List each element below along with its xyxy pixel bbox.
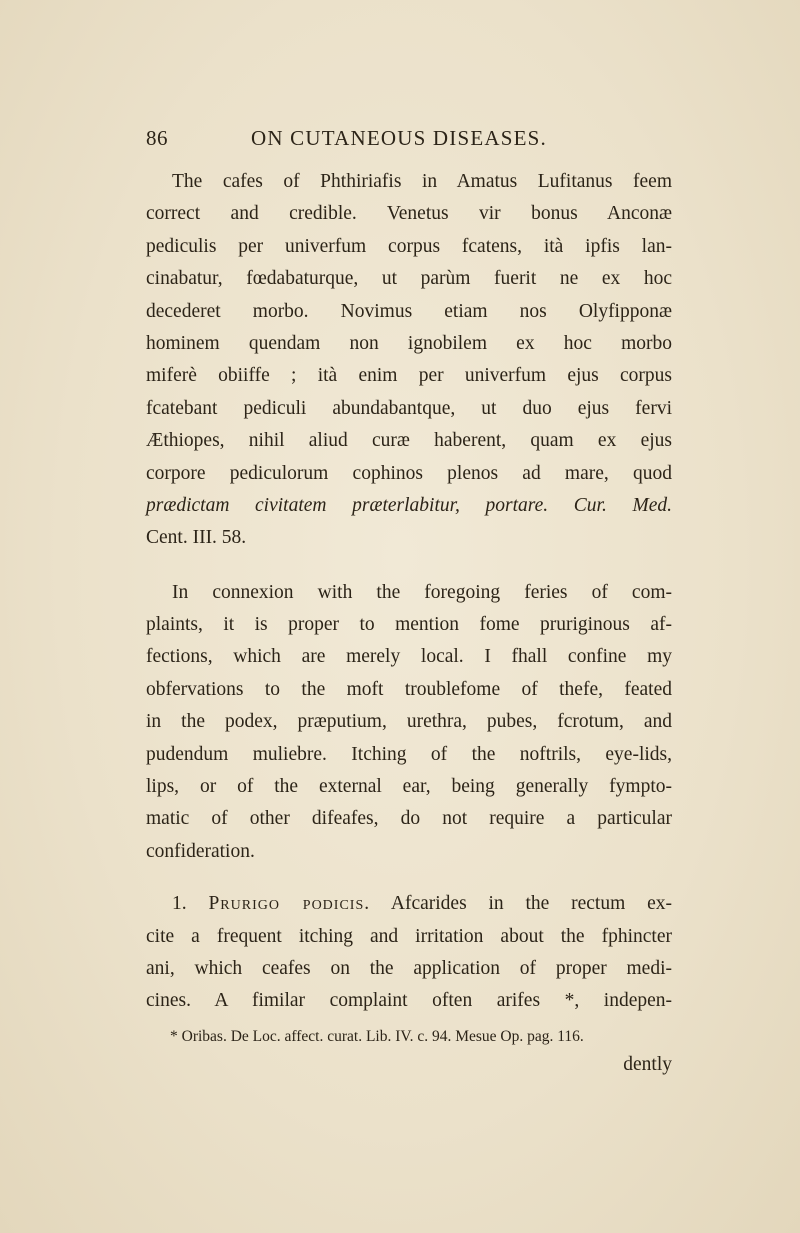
text-line: fcatebant pediculi abundabantque, ut duo ejus fervi	[146, 397, 672, 419]
text-line: Cent. III. 58.	[146, 527, 247, 549]
text-line: in the podex, præputium, urethra, pubes, fcrotum, and	[146, 711, 672, 733]
text-line: The cafes of Phthiriafis in Amatus Lufitanus feem	[172, 171, 672, 192]
text-line: pediculis per univerfum corpus fcatens, ità ipfis lan-	[146, 235, 672, 257]
page-header	[146, 126, 666, 162]
text-line: obfervations to the moft troublefome of thefe, feated	[146, 678, 672, 700]
text-line	[146, 888, 672, 920]
body-text	[146, 166, 672, 1018]
text-fragment: Afcarides in the rectum ex-	[390, 893, 672, 915]
text-line: In connexion with the foregoing feries of com-	[172, 581, 672, 603]
page-number: 86	[146, 126, 168, 150]
text-line: Æthiopes, nihil aliud curæ haberent, quam ex ejus	[146, 430, 672, 452]
text-line: fections, which are merely local. I fhall confine my	[146, 646, 672, 668]
text-line: miferè obiiffe ; ità enim per univerfum ejus corpus	[146, 365, 672, 387]
paragraph-prurigo-podicis	[146, 888, 672, 1018]
text-line: ani, which ceafes on the application of proper medi-	[146, 957, 672, 979]
paragraph-spacer	[146, 868, 672, 888]
section-number: 1.	[172, 893, 187, 915]
paragraph-spacer	[146, 555, 672, 577]
text-line: cines. A fimilar complaint often arifes *, indepen-	[146, 990, 672, 1012]
text-line: correct and credible. Venetus vir bonus Anconæ	[146, 203, 672, 225]
text-line-italic: prædictam civitatem præterlabitur, portare. Cur. Med.	[146, 494, 672, 516]
text-line: lips, or of the external ear, being generally fympto-	[146, 776, 672, 798]
text-line: cite a frequent itching and irritation about the fphincter	[146, 925, 672, 947]
paragraph-pruriginous-affections	[146, 577, 672, 869]
text-line: cinabatur, fœdabaturque, ut parùm fuerit ne ex hoc	[146, 268, 672, 290]
text-line: corpore pediculorum cophinos plenos ad mare, quod	[146, 462, 672, 484]
catchword: dently	[623, 1054, 672, 1075]
footnote: * Oribas. De Loc. affect. curat. Lib. IV. c. 94. Mesue Op. pag. 116.	[170, 1028, 584, 1045]
text-line: plaints, it is proper to mention fome pruriginous af-	[146, 614, 672, 636]
text-line: hominem quendam non ignobilem ex hoc morbo	[146, 332, 672, 354]
section-heading: Prurigo podicis.	[208, 893, 371, 915]
text-line: matic of other difeafes, do not require a particular	[146, 808, 672, 830]
text-line: decederet morbo. Novimus etiam nos Olyfipponæ	[146, 300, 672, 322]
text-line: confideration.	[146, 840, 255, 862]
text-line: pudendum muliebre. Itching of the noftrils, eye-lids,	[146, 743, 672, 765]
running-head: ON CUTANEOUS DISEASES.	[251, 126, 547, 150]
paragraph-phthiriasis	[146, 166, 672, 555]
